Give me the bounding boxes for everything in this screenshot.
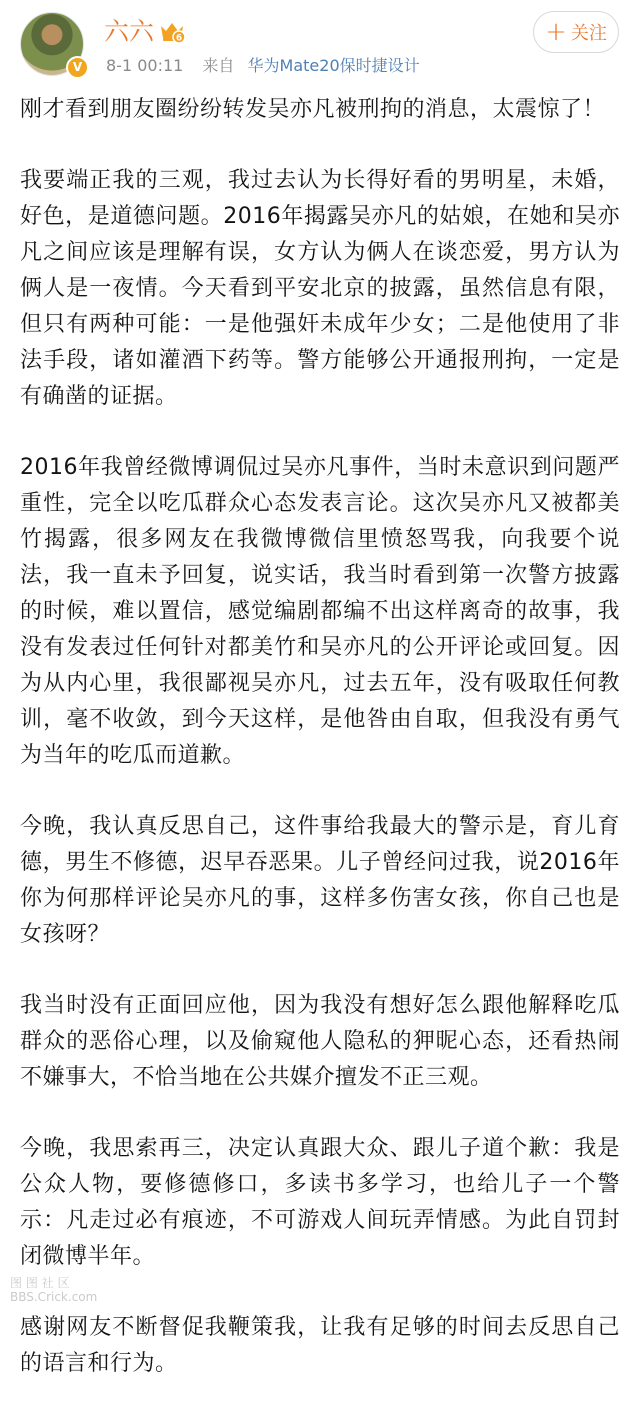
author-name[interactable]: 六六 [104, 17, 155, 46]
post-paragraph: 今晚，我认真反思自己，这件事给我最大的警示是，育儿育德，男生不修德，迟早吞恶果。儿子曾经问过我，说2016年你为何那样评论吴亦凡的事，这样多伤害女孩，你自己也是女孩呀？ [20, 814, 620, 947]
plus-icon: + [545, 17, 567, 47]
post-paragraph: 刚才看到朋友圈纷纷转发吴亦凡被刑拘的消息，太震惊了！ [20, 97, 606, 122]
post-paragraph: 感谢网友不断督促我鞭策我，让我有足够的时间去反思自己的语言和行为。 [20, 1315, 620, 1376]
watermark-line2: BBS.Crick.com [10, 1290, 98, 1304]
post-header [0, 0, 639, 90]
post-paragraph: 今晚，我思索再三，决定认真跟大众、跟儿子道个歉：我是公众人物，要修德修口，多读书多学习，也给儿子一个警示：凡走过必有痕迹，不可游戏人间玩弄情感。为此自罚封闭微博半年。 [20, 1136, 620, 1269]
watermark-line1: 图 图 社 区 [10, 1276, 70, 1290]
verified-badge-icon: V [66, 56, 89, 79]
post-paragraph: 我要端正我的三观，我过去认为长得好看的男明星，未婚，好色，是道德问题。2016年揭露吴亦凡的姑娘，在她和吴亦凡之间应该是理解有误，女方认为俩人在谈恋爱，男方认为俩人是一夜情。今天看到平安北京的披露，虽然信息有限，但只有两种可能：一是他强奸未成年少女；二是他使用了非法手段，诸如灌酒下药等。警方能够公开通报刑拘，一定是有确凿的证据。 [20, 168, 620, 409]
source-prefix: 来自 [202, 56, 235, 75]
post-paragraph: 2016年我曾经微博调侃过吴亦凡事件，当时未意识到问题严重性，完全以吃瓜群众心态发表言论。这次吴亦凡又被都美竹揭露，很多网友在我微博微信里愤怒骂我，向我要个说法，我一直未予回复，说实话，我当时看到第一次警方披露的时候，难以置信，感觉编剧都编不出这样离奇的故事，我没有发表过任何针对都美竹和吴亦凡的公开评论或回复。因为从内心里，我很鄙视吴亦凡，过去五年，没有吸取任何教训，毫不收敛，到今天这样，是他咎由自取，但我没有勇气为当年的吃瓜而道歉。 [20, 455, 620, 768]
follow-button[interactable] [533, 11, 619, 53]
post-paragraph: 我当时没有正面回应他，因为我没有想好怎么跟他解释吃瓜群众的恶俗心理，以及偷窥他人隐私的狎昵心态，还看热闹不嫌事大，不恰当地在公共媒介擅发不正三观。 [20, 993, 620, 1090]
post-content [20, 92, 620, 1417]
follow-label: 关注 [570, 23, 607, 44]
svg-text:6: 6 [175, 33, 183, 44]
vip-crown-icon [158, 18, 186, 44]
post-time: 8-1 00:11 [106, 56, 184, 75]
post-meta [106, 55, 420, 77]
device-link[interactable]: 华为Mate20保时捷设计 [247, 56, 420, 75]
